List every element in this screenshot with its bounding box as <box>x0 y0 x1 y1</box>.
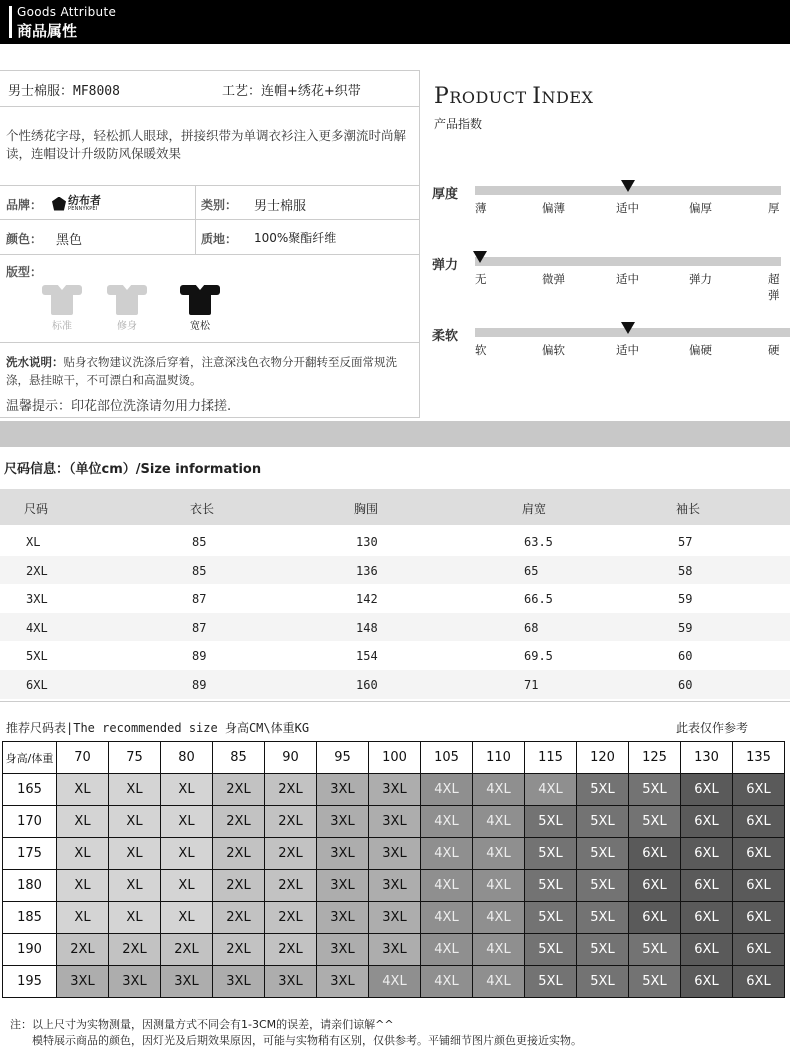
grid-size-cell: 3XL <box>57 966 109 998</box>
scale-tick-label: 微弹 <box>542 272 565 286</box>
grid-size-cell: 5XL <box>629 934 681 966</box>
grid-size-cell: 4XL <box>473 838 525 870</box>
grid-size-cell: 4XL <box>473 966 525 998</box>
material-value: 100%聚酯纤维 <box>254 231 337 245</box>
size-cell: 5XL <box>26 649 48 664</box>
grid-size-cell: 3XL <box>317 934 369 966</box>
table-row <box>0 613 790 642</box>
grid-height-header: 180 <box>3 870 57 902</box>
size-header-cell: 尺码 <box>24 502 49 516</box>
grid-size-cell: 5XL <box>577 838 629 870</box>
grid-size-cell: 2XL <box>265 838 317 870</box>
grid-size-cell: 3XL <box>369 806 421 838</box>
category-value: 男士棉服 <box>254 199 307 214</box>
grid-size-cell: 6XL <box>733 902 785 934</box>
footnote-2: 模特展示商品的颜色，因灯光及后期效果原因，可能与实物稍有区别，仅供参考。平铺细节图片颜色更接近实物。 <box>32 1034 582 1047</box>
recommend-title: 推荐尺码表|The recommended size 身高CM\体重KG <box>6 721 310 735</box>
grid-size-cell: XL <box>57 806 109 838</box>
grid-weight-header: 100 <box>369 742 421 774</box>
grid-size-cell: 6XL <box>733 806 785 838</box>
table-row <box>0 556 790 585</box>
grid-height-header: 165 <box>3 774 57 806</box>
grid-weight-header: 70 <box>57 742 109 774</box>
grid-size-cell: 3XL <box>161 966 213 998</box>
size-cell: 136 <box>356 563 378 578</box>
size-cell: 142 <box>356 592 378 607</box>
fit-label: 版型： <box>6 265 43 279</box>
attribute-row-title <box>0 71 419 107</box>
grid-height-header: 190 <box>3 934 57 966</box>
size-cell: 4XL <box>26 620 48 635</box>
table-row <box>3 934 785 966</box>
shirt-icon <box>107 281 147 315</box>
index-scale <box>420 254 790 302</box>
size-cell: 148 <box>356 620 378 635</box>
scale-tick-label: 偏软 <box>542 343 565 357</box>
grid-size-cell: 6XL <box>681 774 733 806</box>
size-cell: 58 <box>678 563 693 578</box>
grid-weight-header: 85 <box>213 742 265 774</box>
size-info-title: 尺码信息：（单位cm）/Size information <box>4 462 262 477</box>
size-cell: 59 <box>678 592 693 607</box>
grid-size-cell: 3XL <box>369 838 421 870</box>
grid-size-cell: 4XL <box>473 934 525 966</box>
title-rest-2: NDEX <box>541 88 594 107</box>
table-row <box>0 584 790 613</box>
grid-weight-header: 95 <box>317 742 369 774</box>
grid-size-cell: 4XL <box>421 934 473 966</box>
grid-size-cell: 3XL <box>369 774 421 806</box>
size-header-cell: 衣长 <box>190 502 215 516</box>
grid-size-cell: 2XL <box>213 934 265 966</box>
scale-name: 厚度 <box>432 187 459 202</box>
grid-height-header: 195 <box>3 966 57 998</box>
header-title-zh: 商品属性 <box>17 22 78 40</box>
scale-marker-icon <box>621 180 635 192</box>
grid-size-cell: 6XL <box>629 870 681 902</box>
size-cell: 60 <box>678 649 693 664</box>
size-info-table <box>0 489 790 702</box>
grid-size-cell: 2XL <box>265 806 317 838</box>
grid-size-cell: XL <box>57 838 109 870</box>
grid-size-cell: 2XL <box>213 774 265 806</box>
grid-size-cell: 3XL <box>317 774 369 806</box>
grey-band <box>0 421 790 447</box>
title-initial-i: I <box>532 84 542 109</box>
wash-instructions <box>6 353 416 389</box>
scale-tick-label: 偏薄 <box>542 201 565 215</box>
grid-size-cell: XL <box>109 806 161 838</box>
grid-weight-header: 125 <box>629 742 681 774</box>
size-cell: 2XL <box>26 563 48 578</box>
section-header <box>0 0 790 44</box>
grid-size-cell: XL <box>161 870 213 902</box>
size-cell: 160 <box>356 678 378 692</box>
grid-size-cell: 6XL <box>733 838 785 870</box>
size-cell: 60 <box>678 678 693 692</box>
grid-size-cell: 6XL <box>733 870 785 902</box>
scale-marker-icon <box>473 251 487 263</box>
grid-size-cell: 5XL <box>577 934 629 966</box>
table-row <box>3 902 785 934</box>
grid-size-cell: 3XL <box>317 902 369 934</box>
grid-size-cell: 6XL <box>681 934 733 966</box>
size-header-cell: 肩宽 <box>522 502 547 516</box>
grid-size-cell: 6XL <box>681 902 733 934</box>
category-label: 类别： <box>201 198 238 212</box>
size-table-header <box>0 489 790 525</box>
brand-sub: PENNYKPEI <box>68 206 98 212</box>
grid-size-cell: 5XL <box>525 870 577 902</box>
material-label: 质地： <box>201 232 238 246</box>
grid-size-cell: 4XL <box>473 774 525 806</box>
footnote-1: 注：以上尺寸为实物测量，因测量方式不同会有1-3CM的误差，请亲们谅解^^ <box>10 1018 394 1031</box>
grid-size-cell: 3XL <box>317 838 369 870</box>
product-index-title <box>434 84 593 109</box>
grid-size-cell: 6XL <box>629 838 681 870</box>
grid-size-cell: 3XL <box>369 870 421 902</box>
table-row <box>0 527 790 556</box>
scale-tick-label: 适中 <box>616 272 639 286</box>
grid-size-cell: 3XL <box>317 870 369 902</box>
grid-size-cell: 2XL <box>213 870 265 902</box>
scale-marker-icon <box>621 322 635 334</box>
grid-size-cell: 4XL <box>421 774 473 806</box>
grid-size-cell: 2XL <box>265 870 317 902</box>
grid-weight-header: 80 <box>161 742 213 774</box>
grid-weight-header: 130 <box>681 742 733 774</box>
recommend-size-grid <box>2 741 785 998</box>
title-initial-p: P <box>434 84 450 109</box>
grid-weight-header: 105 <box>421 742 473 774</box>
fit-option <box>32 281 92 332</box>
grid-size-cell: 2XL <box>213 838 265 870</box>
grid-size-cell: 3XL <box>369 902 421 934</box>
attribute-row-wash <box>0 343 419 419</box>
title-rest-1: RODUCT <box>449 88 533 107</box>
grid-size-cell: XL <box>57 902 109 934</box>
grid-size-cell: XL <box>161 774 213 806</box>
attribute-row-color <box>0 220 419 255</box>
table-row <box>3 870 785 902</box>
grid-size-cell: 6XL <box>681 966 733 998</box>
grid-size-cell: 5XL <box>577 902 629 934</box>
grid-size-cell: 6XL <box>733 934 785 966</box>
grid-size-cell: 6XL <box>681 838 733 870</box>
brand-label: 品牌： <box>6 198 43 212</box>
grid-height-header: 170 <box>3 806 57 838</box>
grid-size-cell: 4XL <box>473 870 525 902</box>
grid-size-cell: 4XL <box>421 870 473 902</box>
grid-weight-header: 110 <box>473 742 525 774</box>
scale-tick-label: 适中 <box>616 201 639 215</box>
table-row <box>3 806 785 838</box>
grid-size-cell: XL <box>161 806 213 838</box>
scale-name: 柔软 <box>432 329 459 344</box>
grid-size-cell: 5XL <box>629 966 681 998</box>
scale-tick-label: 偏硬 <box>689 343 712 357</box>
grid-size-cell: 3XL <box>369 934 421 966</box>
grid-size-cell: 6XL <box>681 870 733 902</box>
table-row <box>3 774 785 806</box>
color-label: 颜色： <box>6 232 43 246</box>
fit-option-label: 标准 <box>52 321 72 332</box>
grid-size-cell: 6XL <box>681 806 733 838</box>
size-cell: 3XL <box>26 592 48 607</box>
grid-size-cell: 4XL <box>421 838 473 870</box>
grid-size-cell: 2XL <box>265 902 317 934</box>
scale-tick-label: 厚 <box>768 201 780 215</box>
brand-name: 纺布者 <box>68 194 101 207</box>
grid-size-cell: 4XL <box>473 806 525 838</box>
size-cell: 63.5 <box>524 535 553 549</box>
scale-tick-label: 软 <box>475 343 487 357</box>
brand-icon <box>52 197 66 211</box>
grid-size-cell: 2XL <box>213 902 265 934</box>
grid-weight-header: 90 <box>265 742 317 774</box>
grid-size-cell: 5XL <box>629 774 681 806</box>
grid-size-cell: 5XL <box>577 774 629 806</box>
size-cell: 87 <box>192 620 207 635</box>
size-cell: 85 <box>192 563 207 578</box>
size-cell: 65 <box>524 563 539 578</box>
grid-size-cell: 6XL <box>629 902 681 934</box>
grid-size-cell: 3XL <box>109 966 161 998</box>
grid-corner: 身高/体重 <box>3 742 57 774</box>
fit-option-label: 宽松 <box>190 321 210 332</box>
scale-tick-label: 弹力 <box>689 272 712 286</box>
grid-size-cell: XL <box>109 838 161 870</box>
grid-size-cell: 4XL <box>473 902 525 934</box>
size-cell: 59 <box>678 620 693 635</box>
grid-size-cell: 5XL <box>525 838 577 870</box>
color-value: 黑色 <box>56 233 83 248</box>
grid-height-header: 175 <box>3 838 57 870</box>
shirt-icon <box>42 281 82 315</box>
scale-tick-label: 无 <box>475 272 487 286</box>
grid-size-cell: 5XL <box>629 806 681 838</box>
grid-size-cell: 5XL <box>525 806 577 838</box>
divider <box>195 220 196 254</box>
grid-size-cell: 5XL <box>577 966 629 998</box>
shirt-icon <box>180 281 220 315</box>
grid-size-cell: 4XL <box>525 774 577 806</box>
grid-size-cell: 3XL <box>213 966 265 998</box>
size-header-cell: 胸围 <box>354 502 379 516</box>
size-cell: 71 <box>524 678 539 692</box>
grid-size-cell: XL <box>109 774 161 806</box>
size-cell: 68 <box>524 620 539 635</box>
size-cell: XL <box>26 535 41 549</box>
size-cell: 57 <box>678 535 693 549</box>
grid-size-cell: XL <box>109 870 161 902</box>
wash-label: 洗水说明： <box>6 355 64 369</box>
brand-logo <box>52 195 101 212</box>
attribute-panel <box>0 70 420 418</box>
grid-size-cell: 2XL <box>265 934 317 966</box>
craft: 工艺：连帽+绣花+织带 <box>222 84 361 99</box>
fit-option <box>170 281 230 332</box>
grid-size-cell: 2XL <box>109 934 161 966</box>
grid-size-cell: 2XL <box>57 934 109 966</box>
size-cell: 154 <box>356 649 378 664</box>
table-row <box>0 641 790 670</box>
product-description: 个性绣花字母，轻松抓人眼球，拼接织带为单调衣衫注入更多潮流时尚解读，连帽设计升级防风保暖效果 <box>6 128 407 161</box>
grid-size-cell: 3XL <box>317 966 369 998</box>
grid-size-cell: 5XL <box>577 806 629 838</box>
size-cell: 69.5 <box>524 649 553 664</box>
grid-size-cell: 3XL <box>317 806 369 838</box>
grid-size-cell: 6XL <box>733 774 785 806</box>
size-cell: 89 <box>192 678 207 692</box>
product-index-panel <box>420 70 790 418</box>
grid-size-cell: 2XL <box>161 934 213 966</box>
grid-size-cell: 5XL <box>525 966 577 998</box>
product-code: 男士棉服：MF8008 <box>8 84 120 99</box>
grid-size-cell: XL <box>57 774 109 806</box>
grid-size-cell: XL <box>161 838 213 870</box>
grid-height-header: 185 <box>3 902 57 934</box>
size-cell: 66.5 <box>524 592 553 607</box>
scale-tick-label: 超弹 <box>768 272 780 302</box>
grid-size-cell: 2XL <box>265 774 317 806</box>
grid-size-cell: 2XL <box>213 806 265 838</box>
size-header-cell: 袖长 <box>676 502 701 516</box>
grid-size-cell: 5XL <box>577 870 629 902</box>
scale-tick-label: 偏厚 <box>689 201 712 215</box>
header-accent-bar <box>9 6 12 38</box>
table-row <box>0 670 790 699</box>
grid-size-cell: 5XL <box>525 934 577 966</box>
scale-tick-label: 适中 <box>616 343 639 357</box>
scale-track <box>475 257 781 266</box>
wash-text: 贴身衣物建议洗涤后穿着，注意深浅色衣物分开翻转至反面常规洗涤，悬挂晾干，不可漂白和高温熨烫。 <box>6 355 397 387</box>
fit-option <box>97 281 157 332</box>
grid-weight-header: 135 <box>733 742 785 774</box>
index-scale <box>420 325 790 365</box>
scale-tick-label: 薄 <box>475 201 487 215</box>
recommend-note: 此表仅作参考 <box>676 721 749 735</box>
attribute-row-description <box>0 107 419 186</box>
index-scale <box>420 183 790 223</box>
product-index-subtitle: 产品指数 <box>434 117 483 131</box>
table-row <box>3 838 785 870</box>
grid-size-cell: 4XL <box>421 966 473 998</box>
table-row <box>3 966 785 998</box>
grid-size-cell: 4XL <box>369 966 421 998</box>
grid-header-row <box>3 742 785 774</box>
grid-weight-header: 75 <box>109 742 161 774</box>
grid-size-cell: XL <box>161 902 213 934</box>
size-cell: 130 <box>356 535 378 549</box>
fit-option-label: 修身 <box>117 321 137 332</box>
divider <box>195 186 196 219</box>
grid-size-cell: 4XL <box>421 902 473 934</box>
attribute-row-fit <box>0 255 419 343</box>
scale-tick-label: 硬 <box>768 343 780 357</box>
grid-weight-header: 115 <box>525 742 577 774</box>
size-cell: 85 <box>192 535 207 549</box>
grid-size-cell: 3XL <box>265 966 317 998</box>
wash-tip: 温馨提示：印花部位洗涤请勿用力揉搓. <box>6 399 232 414</box>
grid-size-cell: 5XL <box>525 902 577 934</box>
size-cell: 87 <box>192 592 207 607</box>
grid-size-cell: XL <box>109 902 161 934</box>
grid-size-cell: 6XL <box>733 966 785 998</box>
header-title-en: Goods Attribute <box>17 5 117 19</box>
size-cell: 6XL <box>26 678 48 692</box>
grid-weight-header: 120 <box>577 742 629 774</box>
size-cell: 89 <box>192 649 207 664</box>
grid-size-cell: XL <box>57 870 109 902</box>
attribute-row-brand <box>0 186 419 220</box>
grid-size-cell: 4XL <box>421 806 473 838</box>
scale-name: 弹力 <box>432 258 459 273</box>
